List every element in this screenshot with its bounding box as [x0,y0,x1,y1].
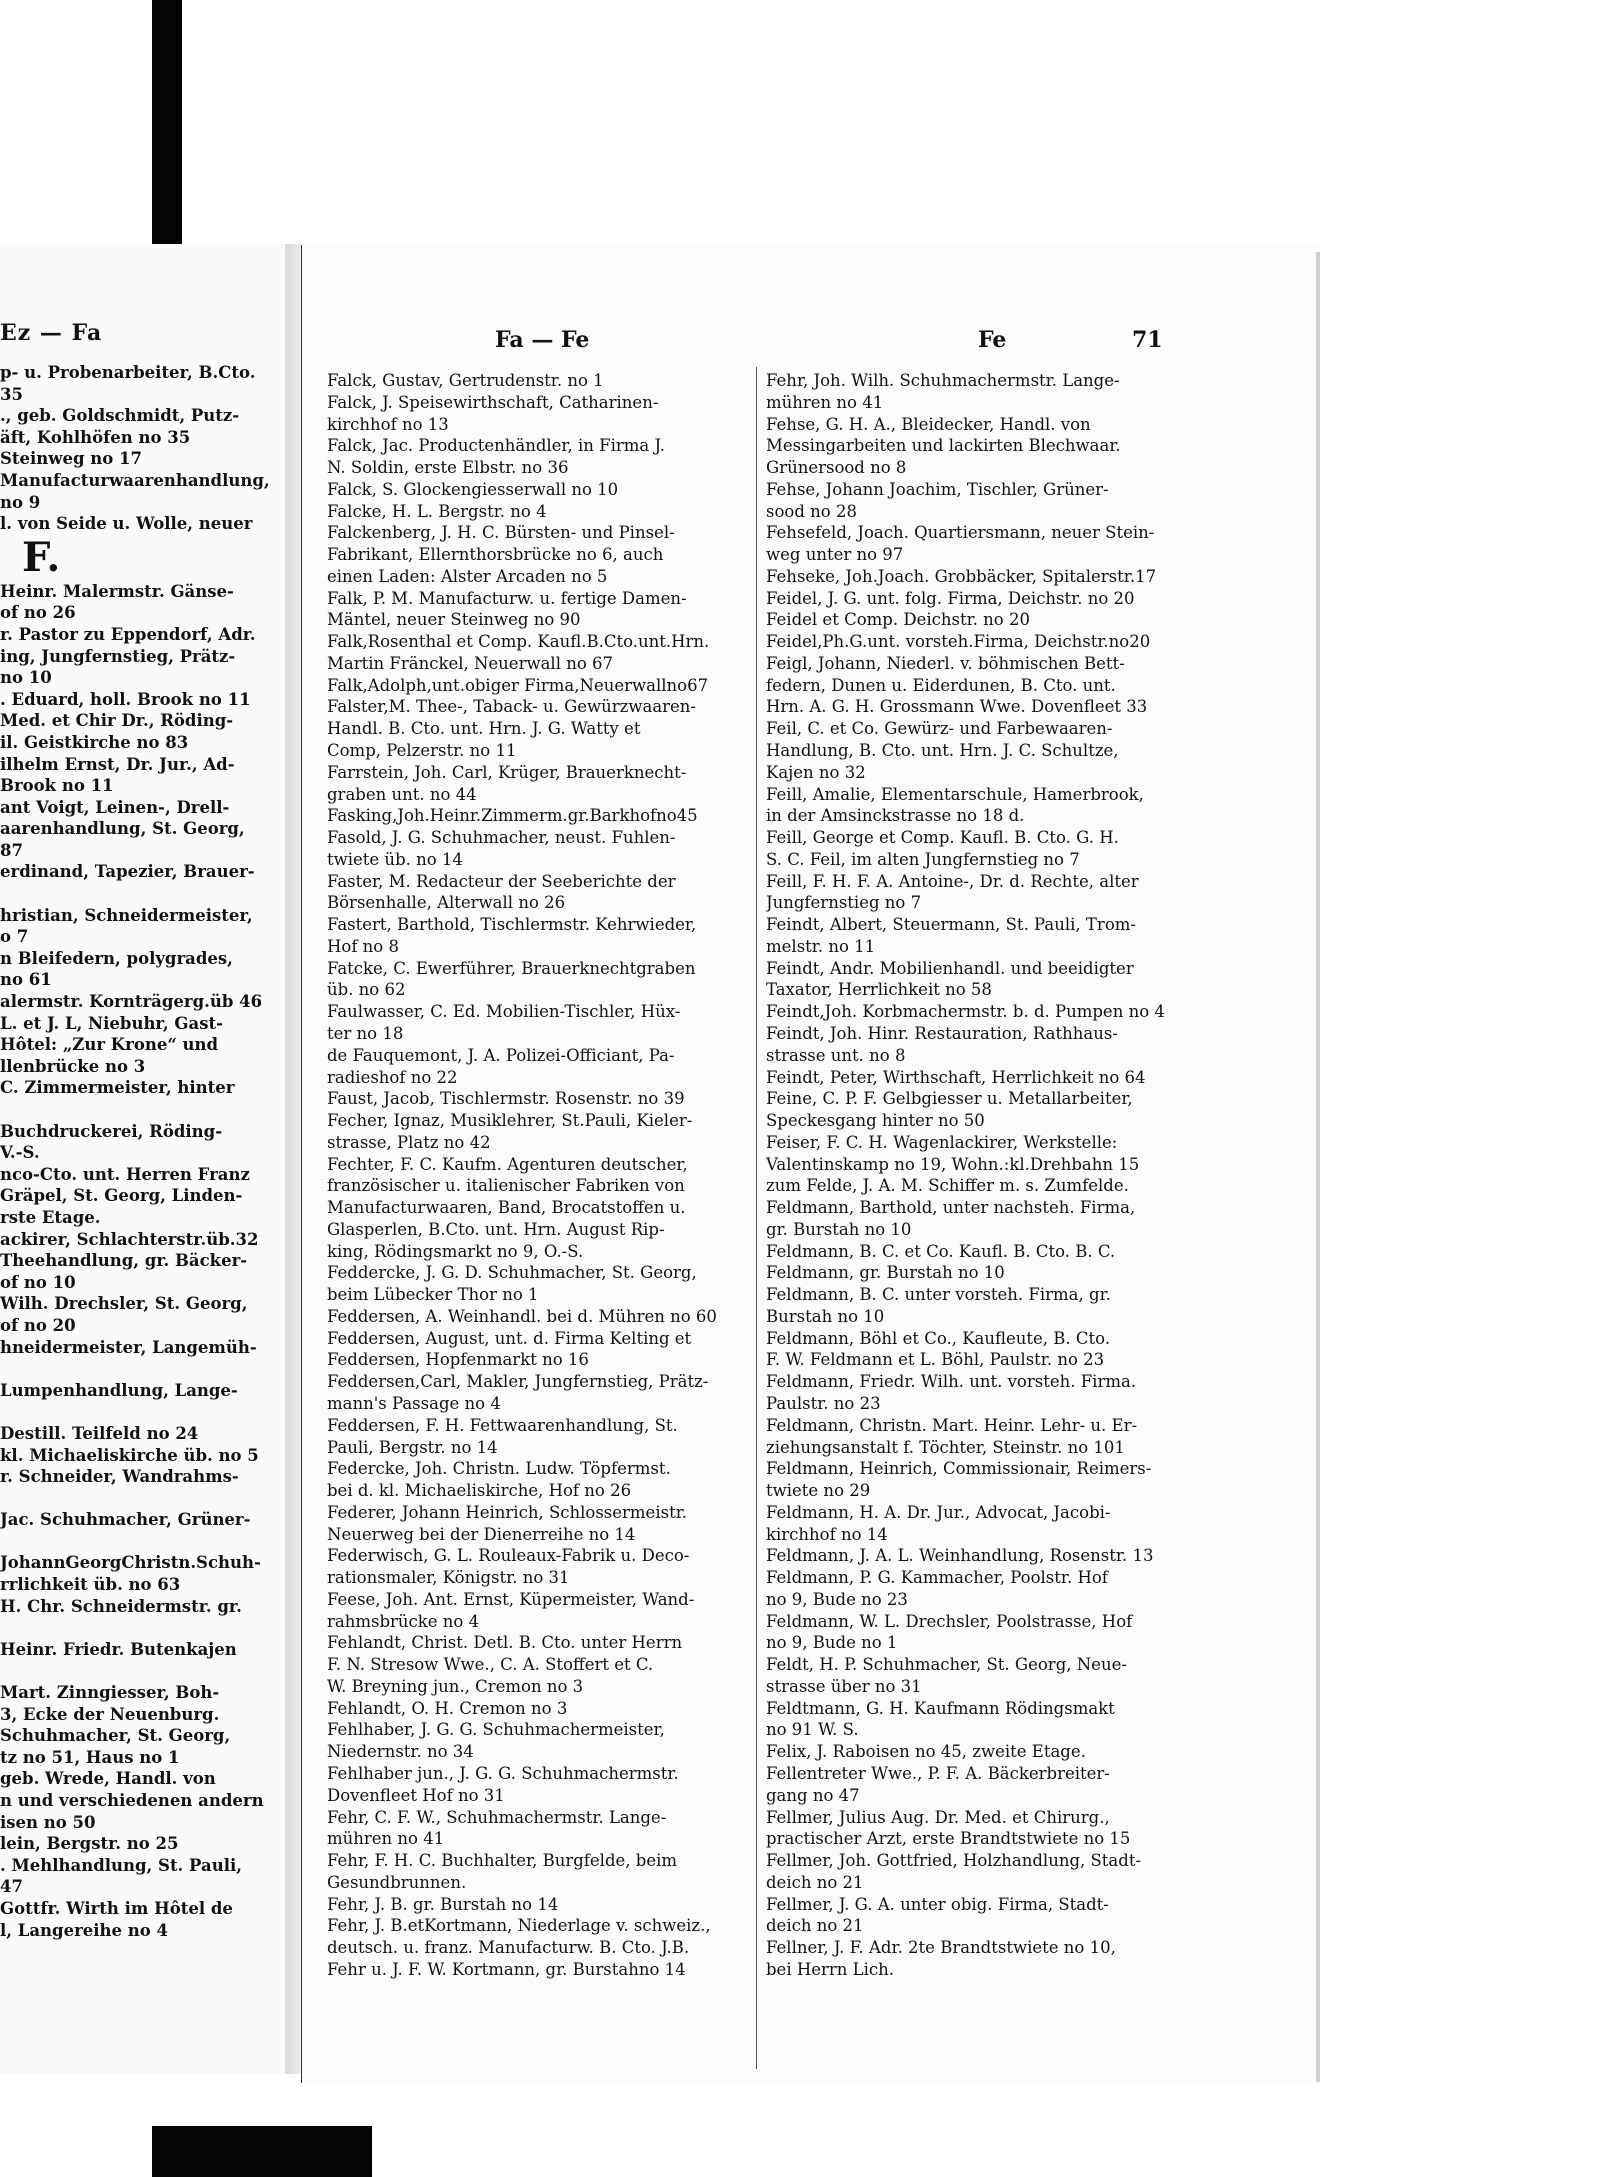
directory-line: Fehseke, Joh.Joach. Grobbäcker, Spitalerstr.17 [766,566,1157,586]
directory-line: 35 [0,384,23,404]
directory-line: Fasold, J. G. Schuhmacher, neust. Fuhlen- [327,828,676,848]
directory-line: of no 10 [0,1272,76,1292]
directory-line: deich no 21 [766,1872,864,1892]
directory-line [0,1488,290,1510]
directory-line: Brook no 11 [0,776,114,796]
directory-line: Fehlhaber jun., J. G. G. Schuhmachermstr. [327,1764,679,1783]
directory-line: einen Laden: Alster Arcaden no 5 [327,566,608,586]
directory-line: Falck, S. Glockengiesserwall no 10 [327,479,619,499]
directory-line: Fehr u. J. F. W. Kortmann, gr. Burstahno 14 [327,1959,686,1979]
directory-line: Fecher, Ignaz, Musiklehrer, St.Pauli, Kieler- [327,1111,693,1131]
directory-line: of no 20 [0,1315,76,1335]
directory-line [0,1617,290,1639]
directory-line: Federer, Johann Heinrich, Schlossermeistr. [327,1502,688,1522]
left-page [0,244,294,2074]
directory-line: Feindt, Albert, Steuermann, St. Pauli, Trom- [766,915,1136,935]
directory-line: Feindt, Joh. Hinr. Restauration, Rathhaus- [766,1023,1118,1043]
directory-line: Hôtel: „Zur Krone“ und [0,1035,219,1055]
directory-line: L. et J. L, Niebuhr, Gast- [0,1013,223,1033]
directory-line: Feldmann, P. G. Kammacher, Poolstr. Hof [766,1568,1108,1588]
directory-line: Fehse, G. H. A., Bleidecker, Handl. von [766,414,1091,434]
directory-line: mühren no 41 [327,1829,445,1849]
directory-line: no 91 W. S. [766,1720,859,1740]
directory-line: aarenhandlung, St. Georg, [0,819,245,839]
directory-line: JohannGeorgChristn.Schuh- [0,1553,261,1573]
directory-line: rrlichkeit üb. no 63 [0,1575,181,1595]
directory-line: ilhelm Ernst, Dr. Jur., Ad- [0,754,235,774]
directory-line: Feindt, Peter, Wirthschaft, Herrlichkeit no 64 [766,1067,1146,1087]
directory-line: S. C. Feil, im alten Jungfernstieg no 7 [766,849,1080,869]
directory-line: Faulwasser, C. Ed. Mobilien-Tischler, Hüx- [327,1002,681,1022]
directory-line [0,1099,290,1121]
running-header-center: Fa — Fe [495,327,590,353]
directory-line: Fehr, F. H. C. Buchhalter, Burgfelde, beim [327,1851,678,1871]
directory-line: Fabrikant, Ellernthorsbrücke no 6, auch [327,545,664,565]
directory-line: Fellner, J. F. Adr. 2te Brandtstwiete no 10, [766,1938,1116,1958]
directory-line: Feill, George et Comp. Kaufl. B. Cto. G. H. [766,828,1119,848]
directory-line: Feindt,Joh. Korbmachermstr. b. d. Pumpen no 4 [766,1002,1165,1022]
directory-line: Manufacturwaaren, Band, Brocatstoffen u. [327,1198,686,1218]
directory-line: Börsenhalle, Alterwall no 26 [327,893,566,913]
directory-line: Falcke, H. L. Bergstr. no 4 [327,501,547,521]
directory-line: Grünersood no 8 [766,458,907,478]
directory-line: erdinand, Tapezier, Brauer- [0,862,255,882]
directory-line: Falck, Jac. Productenhändler, in Firma J. [327,436,666,456]
directory-line: 87 [0,840,23,860]
directory-line: Fehse, Johann Joachim, Tischler, Grüner- [766,479,1109,499]
directory-line: kirchhof no 14 [766,1524,888,1544]
directory-line: Feldmann, J. A. L. Weinhandlung, Rosenstr. 13 [766,1546,1154,1566]
directory-line: federn, Dunen u. Eiderdunen, B. Cto. unt. [766,675,1116,695]
directory-line: Glasperlen, B.Cto. unt. Hrn. August Rip- [327,1219,665,1239]
directory-column-right [766,370,1166,1981]
directory-line: Steinweg no 17 [0,449,142,469]
book-spine-bottom [152,2126,372,2177]
directory-line [0,1531,290,1553]
directory-line: kirchhof no 13 [327,414,449,434]
directory-line: Wilh. Drechsler, St. Georg, [0,1294,248,1314]
directory-line: Feidel,Ph.G.unt. vorsteh.Firma, Deichstr.no20 [766,632,1151,652]
directory-line: weg unter no 97 [766,545,904,565]
directory-line: melstr. no 11 [766,936,876,956]
directory-line: rationsmaler, Königstr. no 31 [327,1568,570,1588]
directory-line: p- u. Probenarbeiter, B.Cto. [0,363,256,382]
directory-line: Theehandlung, gr. Bäcker- [0,1251,248,1271]
directory-line: Feddersen, A. Weinhandl. bei d. Mühren no 60 [327,1306,717,1326]
directory-line: Fehlandt, O. H. Cremon no 3 [327,1698,568,1718]
directory-line: o 7 [0,927,29,947]
directory-line: ing, Jungfernstieg, Prätz- [0,646,236,666]
directory-line: Feldmann, B. C. et Co. Kaufl. B. Cto. B. C. [766,1241,1116,1261]
directory-line: Falk,Adolph,unt.obiger Firma,Neuerwallno67 [327,675,709,695]
directory-line: Niedernstr. no 34 [327,1742,474,1762]
directory-line: Heinr. Friedr. Butenkajen [0,1639,237,1659]
directory-line: Feine, C. P. F. Gelbgiesser u. Metallarbeiter, [766,1089,1133,1109]
directory-line: Federcke, Joh. Christn. Ludw. Töpfermst. [327,1459,671,1479]
directory-line: Falck, Gustav, Gertrudenstr. no 1 [327,371,604,390]
directory-line: Hrn. A. G. H. Grossmann Wwe. Dovenfleet 33 [766,697,1148,717]
directory-line: rahmsbrücke no 4 [327,1611,480,1631]
directory-line: tz no 51, Haus no 1 [0,1747,180,1767]
directory-line: geb. Wrede, Handl. von [0,1769,216,1789]
directory-line: no 10 [0,668,52,688]
book-spine-top [152,0,182,265]
directory-line: Feldmann, Heinrich, Commissionair, Reimers- [766,1459,1152,1479]
directory-line: strasse über no 31 [766,1676,922,1696]
directory-line: alermstr. Kornträgerg.üb 46 [0,992,263,1012]
left-page-header: Ez — Fa [0,320,103,346]
directory-line: isen no 50 [0,1812,96,1832]
column-divider [756,367,757,2069]
directory-line: Kajen no 32 [766,762,866,782]
directory-line: Felix, J. Raboisen no 45, zweite Etage. [766,1742,1086,1762]
directory-line: . Mehlhandlung, St. Pauli, [0,1855,242,1875]
directory-line: bei Herrn Lich. [766,1959,894,1979]
directory-line: of no 26 [0,603,76,623]
directory-line: N. Soldin, erste Elbstr. no 36 [327,458,569,478]
directory-line: Falk, P. M. Manufacturw. u. fertige Damen- [327,588,687,608]
directory-line: no 61 [0,970,52,990]
directory-line: Taxator, Herrlichkeit no 58 [766,980,992,1000]
directory-line: twiete üb. no 14 [327,849,463,869]
directory-line: Feindt, Andr. Mobilienhandl. und beeidigter [766,958,1134,978]
directory-line: lein, Bergstr. no 25 [0,1834,179,1854]
directory-line: Feigl, Johann, Niederl. v. böhmischen Bett- [766,653,1125,673]
directory-line: Fehlhaber, J. G. G. Schuhmachermeister, [327,1720,665,1740]
directory-line: ziehungsanstalt f. Töchter, Steinstr. no 101 [766,1437,1125,1457]
directory-line: Mart. Zinngiesser, Boh- [0,1683,220,1703]
directory-line: no 9 [0,492,41,512]
directory-line: Feill, Amalie, Elementarschule, Hamerbrook, [766,784,1144,804]
right-page [301,245,1317,2083]
directory-line: üb. no 62 [327,980,406,1000]
directory-line: F. [22,534,61,581]
directory-line: Feddersen,Carl, Makler, Jungfernstieg, Prätz- [327,1372,709,1392]
directory-line: Fellmer, J. G. A. unter obig. Firma, Stadt- [766,1894,1109,1914]
directory-line: n und verschiedenen andern [0,1791,264,1810]
directory-line: Paulstr. no 23 [766,1393,881,1413]
directory-line: Feddersen, August, unt. d. Firma Kelting et [327,1328,692,1348]
directory-line: in der Amsinckstrasse no 18 d. [766,806,1025,826]
directory-line: Lumpenhandlung, Lange- [0,1380,238,1400]
directory-line: Valentinskamp no 19, Wohn.:kl.Drehbahn 15 [766,1154,1140,1174]
directory-line: Feill, F. H. F. A. Antoine-, Dr. d. Rechte, alter [766,871,1139,891]
directory-line: mann's Passage no 4 [327,1393,501,1413]
directory-line: Fehsefeld, Joach. Quartiersmann, neuer Stein- [766,523,1155,543]
directory-line: Feldmann, B. C. unter vorsteh. Firma, gr. [766,1285,1111,1305]
directory-line: Martin Fränckel, Neuerwall no 67 [327,653,614,673]
directory-line: Dovenfleet Hof no 31 [327,1785,505,1805]
directory-line: Manufacturwaarenhandlung, [0,470,270,490]
directory-line: Feldmann, Friedr. Wilh. unt. vorsteh. Firma. [766,1372,1137,1392]
directory-line: Feddercke, J. G. D. Schuhmacher, St. Georg, [327,1263,697,1283]
page-edge [1316,252,1320,2082]
directory-line: Fatcke, C. Ewerführer, Brauerknechtgraben [327,958,696,978]
directory-line: H. Chr. Schneidermstr. gr. [0,1596,242,1616]
directory-line: gr. Burstah no 10 [766,1219,912,1239]
directory-line: Fechter, F. C. Kaufm. Agenturen deutscher, [327,1154,688,1174]
directory-line: Feldmann, Böhl et Co., Kaufleute, B. Cto. [766,1328,1111,1348]
directory-line: Faster, M. Redacteur der Seeberichte der [327,871,676,891]
directory-line: zum Felde, J. A. M. Schiffer m. s. Zumfelde. [766,1176,1129,1196]
directory-line: Falk,Rosenthal et Comp. Kaufl.B.Cto.unt.Hrn. [327,632,710,652]
directory-line: nco-Cto. unt. Herren Franz [0,1164,250,1184]
directory-column-left [327,370,755,1981]
directory-line: l, Langereihe no 4 [0,1920,169,1940]
directory-line: Feiser, F. C. H. Wagenlackirer, Werkstelle: [766,1132,1118,1152]
directory-line: hneidermeister, Langemüh- [0,1337,257,1357]
directory-line: Fehr, J. B.etKortmann, Niederlage v. schweiz., [327,1916,711,1936]
directory-line: Falckenberg, J. H. C. Bürsten- und Pinsel- [327,523,675,543]
directory-line: ant Voigt, Leinen-, Drell- [0,797,230,817]
directory-line: V.-S. [0,1143,40,1163]
directory-line [0,1401,290,1423]
directory-line: Heinr. Malermstr. Gänse- [0,581,234,601]
directory-line: Fellentreter Wwe., P. F. A. Bäckerbreiter- [766,1764,1110,1783]
directory-line: sood no 28 [766,501,857,521]
page-number: 71 [1132,327,1163,353]
directory-line: ter no 18 [327,1023,404,1043]
directory-line: Handl. B. Cto. unt. Hrn. J. G. Watty et [327,719,641,739]
directory-line: Feil, C. et Co. Gewürz- und Farbewaaren- [766,719,1113,739]
directory-line: Feldmann, Barthold, unter nachsteh. Firma, [766,1198,1136,1218]
directory-line: Fehr, J. B. gr. Burstah no 14 [327,1894,559,1914]
directory-line: Neuerweg bei der Dienerreihe no 14 [327,1524,636,1544]
directory-line: bei d. kl. Michaeliskirche, Hof no 26 [327,1481,632,1501]
directory-line: n Bleifedern, polygrades, [0,948,233,968]
directory-line: Falck, J. Speisewirthschaft, Catharinen- [327,392,659,412]
directory-line: Med. et Chir Dr., Röding- [0,711,234,731]
directory-line: Feldmann, H. A. Dr. Jur., Advocat, Jacobi- [766,1502,1111,1522]
directory-line: Feldmann, gr. Burstah no 10 [766,1263,1005,1283]
directory-line: französischer u. italienischer Fabriken von [327,1176,685,1196]
directory-line: de Fauquemont, J. A. Polizei-Officiant, Pa- [327,1045,675,1065]
directory-line: Jungfernstieg no 7 [766,893,922,913]
directory-line: Gottfr. Wirth im Hôtel de [0,1898,233,1918]
directory-line: Fellmer, Joh. Gottfried, Holzhandlung, Stadt- [766,1851,1142,1871]
directory-line: Schuhmacher, St. Georg, [0,1726,231,1746]
directory-line: il. Geistkirche no 83 [0,732,189,752]
directory-line: rste Etage. [0,1207,101,1227]
directory-line: Farrstein, Joh. Carl, Krüger, Brauerknecht- [327,762,687,782]
directory-line: Mäntel, neuer Steinweg no 90 [327,610,581,630]
directory-line: gang no 47 [766,1785,860,1805]
directory-line: Pauli, Bergstr. no 14 [327,1437,498,1457]
directory-line [0,883,290,905]
directory-line: Faust, Jacob, Tischlermstr. Rosenstr. no 39 [327,1089,685,1109]
directory-line: Gesundbrunnen. [327,1872,467,1892]
directory-line [0,1358,290,1380]
directory-line: Feldt, H. P. Schuhmacher, St. Georg, Neue- [766,1655,1127,1675]
directory-line: Feidel, J. G. unt. folg. Firma, Deichstr. no 20 [766,588,1135,608]
running-header-right: Fe [978,327,1007,353]
directory-line: hristian, Schneidermeister, [0,905,253,925]
directory-line: Fastert, Barthold, Tischlermstr. Kehrwieder, [327,915,697,935]
directory-line: radieshof no 22 [327,1067,458,1087]
directory-line: Fehr, C. F. W., Schuhmachermstr. Lange- [327,1807,667,1827]
directory-line: 47 [0,1877,23,1897]
directory-line: strasse, Platz no 42 [327,1132,491,1152]
directory-line: W. Breyning jun., Cremon no 3 [327,1676,584,1696]
directory-line: . Eduard, holl. Brook no 11 [0,689,251,709]
left-page-entries [0,362,290,1941]
directory-line: Feldmann, Christn. Mart. Heinr. Lehr- u. Er- [766,1415,1138,1435]
directory-line: Feldtmann, G. H. Kaufmann Rödingsmakt [766,1698,1115,1718]
directory-line: F. W. Feldmann et L. Böhl, Paulstr. no 23 [766,1350,1105,1370]
directory-line: llenbrücke no 3 [0,1056,146,1076]
directory-line: Burstah no 10 [766,1306,885,1326]
directory-line: Buchdruckerei, Röding- [0,1121,223,1141]
directory-line: strasse unt. no 8 [766,1045,906,1065]
directory-line: no 9, Bude no 1 [766,1633,898,1653]
directory-line: Jac. Schuhmacher, Grüner- [0,1510,251,1530]
directory-line: r. Schneider, Wandrahms- [0,1467,239,1487]
directory-line: Fellmer, Julius Aug. Dr. Med. et Chirurg., [766,1807,1110,1827]
directory-line: graben unt. no 44 [327,784,477,804]
directory-line: twiete no 29 [766,1481,871,1501]
directory-line: kl. Michaeliskirche üb. no 5 [0,1445,259,1465]
directory-line: l. von Seide u. Wolle, neuer [0,514,253,534]
directory-line: Falster,M. Thee-, Taback- u. Gewürzwaaren- [327,697,697,717]
directory-line: ackirer, Schlachterstr.üb.32 [0,1229,259,1249]
directory-line: practischer Arzt, erste Brandtstwiete no 15 [766,1829,1131,1849]
directory-line: Fehlandt, Christ. Detl. B. Cto. unter Herrn [327,1633,683,1653]
directory-line: Speckesgang hinter no 50 [766,1111,985,1131]
directory-line: r. Pastor zu Eppendorf, Adr. [0,624,256,644]
directory-line: F. N. Stresow Wwe., C. A. Stoffert et C. [327,1655,654,1675]
directory-line: beim Lübecker Thor no 1 [327,1285,539,1305]
directory-line: no 9, Bude no 23 [766,1589,908,1609]
directory-line [0,1660,290,1682]
directory-line: Feldmann, W. L. Drechsler, Poolstrasse, Hof [766,1611,1133,1631]
directory-line: äft, Kohlhöfen no 35 [0,427,191,447]
directory-line: deich no 21 [766,1916,864,1936]
directory-line: Feddersen, Hopfenmarkt no 16 [327,1350,589,1370]
directory-line: Messingarbeiten und lackirten Blechwaar. [766,436,1121,456]
directory-line: deutsch. u. franz. Manufacturw. B. Cto. J.B. [327,1938,690,1958]
directory-line: Hof no 8 [327,936,399,956]
directory-line: C. Zimmermeister, hinter [0,1078,235,1098]
directory-line: king, Rödingsmarkt no 9, O.-S. [327,1241,584,1261]
directory-line: mühren no 41 [766,392,884,412]
directory-line: Feddersen, F. H. Fettwaarenhandlung, St. [327,1415,678,1435]
directory-line: ., geb. Goldschmidt, Putz- [0,406,240,426]
directory-line: Destill. Teilfeld no 24 [0,1423,199,1443]
directory-line: Fehr, Joh. Wilh. Schuhmachermstr. Lange- [766,371,1120,390]
directory-line: Fasking,Joh.Heinr.Zimmerm.gr.Barkhofno45 [327,806,698,826]
directory-line: Comp, Pelzerstr. no 11 [327,741,517,761]
directory-line: Federwisch, G. L. Rouleaux-Fabrik u. Deco- [327,1546,690,1566]
directory-line: Handlung, B. Cto. unt. Hrn. J. C. Schultze, [766,741,1119,761]
directory-line: Feese, Joh. Ant. Ernst, Küpermeister, Wand- [327,1589,695,1609]
directory-line: Feidel et Comp. Deichstr. no 20 [766,610,1030,630]
directory-line: Gräpel, St. Georg, Linden- [0,1186,243,1206]
directory-line: 3, Ecke der Neuenburg. [0,1704,220,1724]
